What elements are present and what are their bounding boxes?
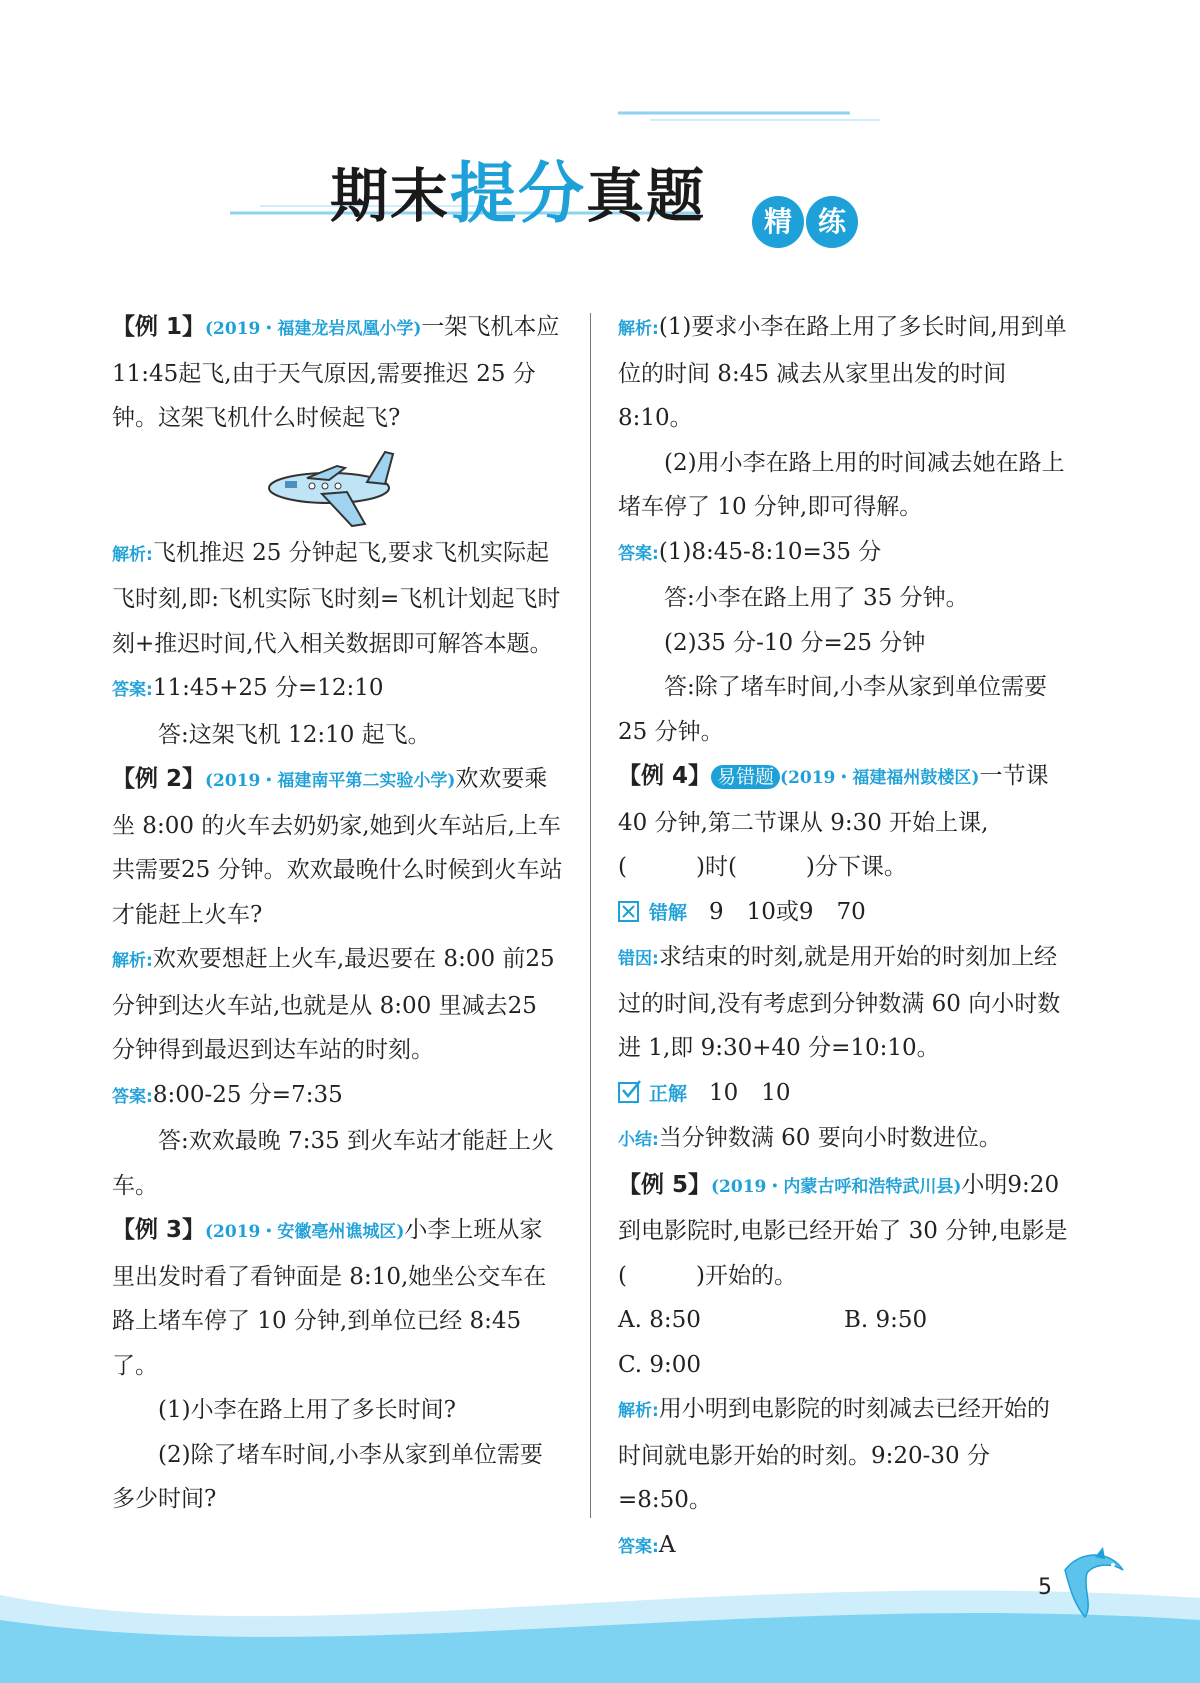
option-c: C. 9:00 [618, 1351, 702, 1378]
page-title: 期末提分真题 [330, 155, 707, 232]
example-3-answer-1: 答案:(1)8:45-8:10=35 分 [618, 538, 882, 565]
error-prone-badge: 易错题 [711, 765, 780, 789]
example-5: 【例 5】(2019・内蒙古呼和浩特武川县)小明9:20到电影院时,电影已经开始了 30 分钟,电影是( )开始的。 [618, 1171, 1068, 1289]
example-3-q2: (2)除了堵车时间,小李从家到单位需要多少时间? [112, 1441, 543, 1512]
airplane-illustration [112, 441, 564, 531]
example-5-analysis: 解析:用小明到电影院的时刻减去已经开始的时间就电影开始的时刻。9:20-30 分=8:50。 [618, 1396, 1050, 1513]
option-a: A. 8:50 [618, 1307, 701, 1333]
badge-jing: 精 [752, 196, 804, 248]
example-2-answer-text: 答:欢欢最晚 7:35 到火车站才能赶上火车。 [112, 1128, 555, 1199]
example-4-summary: 小结:当分钟数满 60 要向小时数进位。 [618, 1125, 1002, 1151]
cross-box-icon [618, 901, 639, 922]
example-3-q1: (1)小李在路上用了多长时间? [158, 1397, 456, 1423]
example-1-analysis: 解析:飞机推迟 25 分钟起飞,要求飞机实际起飞时刻,即:飞机实际飞时刻=飞机计划起飞时刻+推迟时间,代入相关数据即可解答本题。 [112, 539, 561, 657]
example-5-options-row-2 [618, 1343, 1070, 1388]
example-2: 【例 2】(2019・福建南平第二实验小学)欢欢要乘坐 8:00 的火车去奶奶家,她到火车站后,上车共需要25 分钟。欢欢最晚什么时候到火车站才能赶上火车? [112, 766, 563, 928]
example-3-answer-1-text: 答:小李在路上用了 35 分钟。 [664, 585, 969, 611]
footer-wave [0, 1560, 1200, 1683]
example-3-analysis-1: 解析:(1)要求小李在路上用了多长时间,用到单位的时间 8:45 减去从家里出发的时间8:10。 [618, 314, 1067, 431]
example-3-analysis-2: (2)用小李在路上用的时间减去她在路上堵车停了 10 分钟,即可得解。 [618, 449, 1065, 520]
page-number: 5 [1038, 1575, 1052, 1600]
example-3-answer-2: (2)35 分-10 分=25 分钟 [664, 629, 926, 656]
example-2-analysis: 解析:欢欢要想赶上火车,最迟要在 8:00 前25 分钟到达火车站,也就是从 8:00 里减去25 分钟得到最迟到达车站的时刻。 [112, 946, 555, 1063]
badge-lian: 练 [806, 196, 858, 248]
example-3-answer-2-text: 答:除了堵车时间,小李从家到单位需要25 分钟。 [618, 674, 1048, 745]
example-2-answer: 答案:8:00-25 分=7:35 [112, 1081, 343, 1108]
example-1: 【例 1】(2019・福建龙岩凤凰小学)一架飞机本应11:45起飞,由于天气原因,需要推迟 25 分钟。这架飞机什么时候起飞? [112, 314, 560, 431]
example-5-options-row-1 [618, 1298, 1070, 1343]
left-column [112, 305, 564, 1522]
example-1-answer: 答案:11:45+25 分=12:10 [112, 675, 384, 701]
dolphin-icon [1055, 1545, 1135, 1625]
example-4-cause: 错因:求结束的时刻,就是用开始的时刻加上经过的时间,没有考虑到分钟数满 60 向小时数进 1,即 9:30+40 分=10:10。 [618, 944, 1061, 1061]
column-divider [590, 313, 591, 1518]
example-4: 【例 4】 易错题 (2019・福建福州鼓楼区)一节课40 分钟,第二节课从 9:30 开始上课,( )时( )分下课。 [618, 763, 1049, 880]
example-5-answer: 答案:A [618, 1531, 676, 1558]
example-3: 【例 3】(2019・安徽亳州谯城区)小李上班从家里出发时看了看钟面是 8:10,她坐公交车在路上堵车停了 10 分钟,到单位已经 8:45 了。 [112, 1217, 547, 1379]
example-4-wrong: 错解 9 10或9 70 [618, 890, 1070, 936]
example-4-right: 正解 10 10 [618, 1071, 1070, 1117]
right-column [618, 305, 1070, 1569]
option-b: B. 9:50 [844, 1307, 928, 1333]
check-box-icon [618, 1082, 639, 1103]
example-1-answer-text: 答:这架飞机 12:10 起飞。 [158, 721, 431, 748]
